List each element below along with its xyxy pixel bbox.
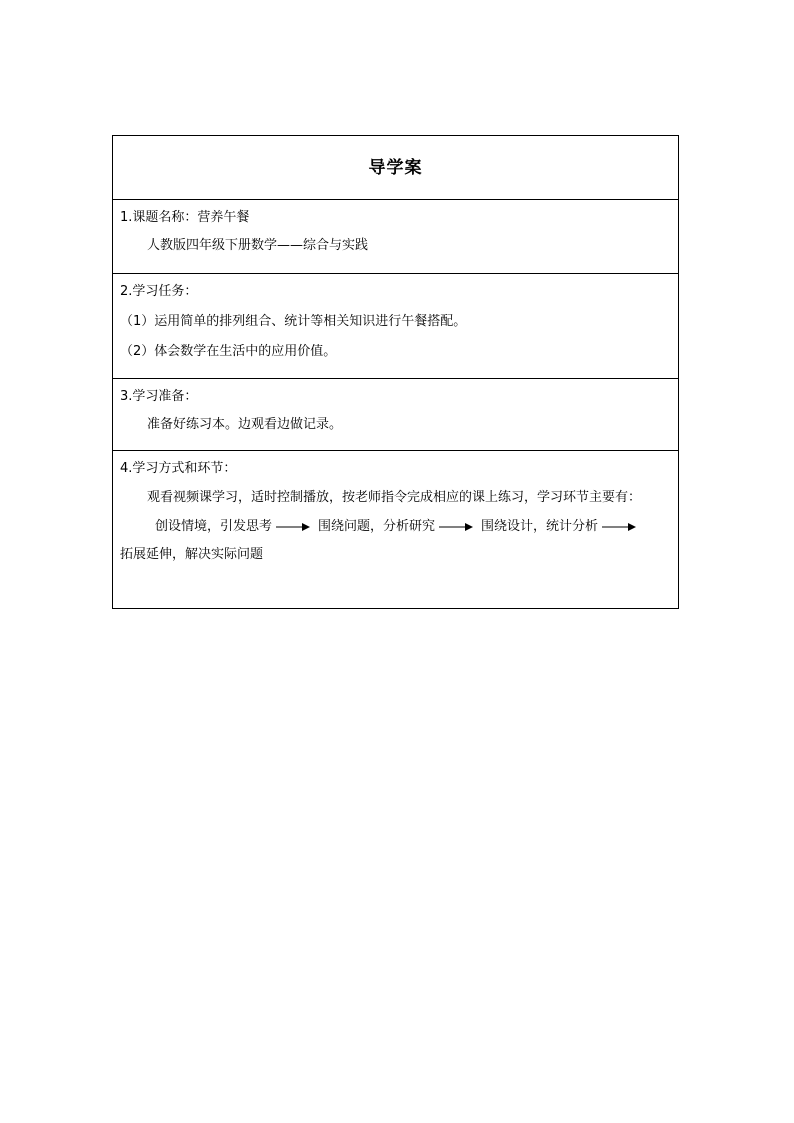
tasks-heading: 2.学习任务：	[120, 284, 198, 299]
study-guide-table	[112, 135, 679, 609]
preparation-text: 准备好练习本。边观看边做记录。	[147, 417, 343, 432]
section-preparation	[113, 378, 678, 450]
task-item: （2）体会数学在生活中的应用价值。	[120, 344, 337, 359]
flow-step: 创设情境，引发思考	[155, 519, 273, 534]
section-method	[113, 450, 678, 608]
section-tasks	[113, 273, 678, 378]
right-arrow-icon	[602, 522, 636, 532]
flow-step: 拓展延伸，解决实际问题	[120, 547, 264, 562]
topic-heading: 1.课题名称：营养午餐	[120, 210, 250, 225]
page-title: 导学案	[368, 157, 423, 178]
flow-step: 围绕问题，分析研究	[318, 519, 436, 534]
topic-textbook: 人教版四年级下册数学——综合与实践	[147, 238, 369, 253]
method-paragraph: 观看视频课学习，适时控制播放，按老师指令完成相应的课上练习，学习环节主要有：	[147, 490, 642, 505]
flow-step: 围绕设计，统计分析	[481, 519, 599, 534]
method-heading: 4.学习方式和环节：	[120, 461, 237, 476]
process-flow	[120, 519, 671, 535]
preparation-heading: 3.学习准备：	[120, 389, 198, 404]
title-row	[113, 136, 678, 199]
right-arrow-icon	[439, 522, 473, 532]
right-arrow-icon	[276, 522, 310, 532]
task-item: （1）运用简单的排列组合、统计等相关知识进行午餐搭配。	[120, 314, 467, 329]
section-topic	[113, 199, 678, 273]
